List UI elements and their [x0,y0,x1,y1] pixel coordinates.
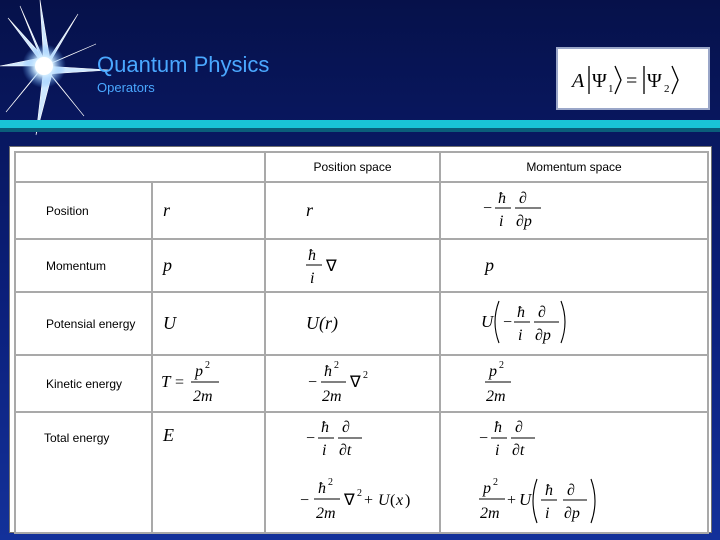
svg-text:): ) [405,492,411,509]
svg-text:p: p [195,363,203,380]
svg-text:x: x [396,492,404,509]
svg-text:T: T [161,372,171,391]
svg-text:2m: 2m [193,388,213,405]
header-empty-1 [15,152,152,182]
svg-text:p: p [483,480,491,497]
potential-position-space: U(r) [265,292,440,355]
slide-title: Quantum Physics [97,52,270,77]
header-empty-2 [152,152,265,182]
svg-text:∂p: ∂p [516,213,532,230]
row-label-momentum: Momentum [15,239,152,292]
table-row [15,292,708,355]
svg-text:ħ: ħ [517,304,525,321]
svg-text:∂: ∂ [519,190,527,207]
svg-text:+: + [507,492,517,509]
svg-text:∂t: ∂t [512,442,525,459]
svg-text:∇: ∇ [350,374,361,391]
table-row [15,182,708,239]
svg-text:i: i [310,270,315,287]
total-symbol: E [152,412,265,533]
kinetic-symbol [152,355,265,412]
svg-text:U: U [481,312,494,331]
svg-text:ħ: ħ [498,190,506,207]
svg-text:ħ: ħ [308,247,316,264]
divider-bar [0,120,720,128]
svg-text:ħ: ħ [318,480,326,497]
momentum-momentum-space: p [440,239,708,292]
svg-text:i: i [495,442,500,459]
kinetic-position-space [265,355,440,412]
operators-panel [9,146,712,533]
svg-text:(: ( [390,492,396,509]
svg-text:i: i [545,505,550,522]
operator-equation-box [556,47,710,110]
svg-text:−: − [306,430,316,447]
svg-text:p: p [489,363,497,380]
svg-text:2: 2 [334,360,339,371]
svg-text:−: − [483,200,493,217]
svg-text:2: 2 [363,370,368,381]
svg-text:∂: ∂ [567,482,575,499]
svg-text:=: = [175,374,185,391]
svg-text:ħ: ħ [324,363,332,380]
kinetic-momentum-space [440,355,708,412]
svg-text:ħ: ħ [321,419,329,436]
svg-text:∂: ∂ [538,304,546,321]
table-row [15,239,708,292]
svg-text:U: U [519,490,532,509]
svg-text:Ψ: Ψ [592,69,607,92]
svg-text:2: 2 [357,488,362,499]
svg-text:∂p: ∂p [564,505,580,522]
table-row [15,355,708,412]
svg-text:ħ: ħ [545,482,553,499]
svg-text:i: i [322,442,327,459]
table-header-row [15,152,708,182]
potential-symbol: U [152,292,265,355]
svg-text:−: − [300,492,310,509]
slide-subtitle: Operators [97,80,155,95]
svg-text:2: 2 [328,477,333,488]
divider-shadow [0,128,720,132]
svg-text:∂t: ∂t [339,442,352,459]
row-label-kinetic-energy: Kinetic energy [15,355,152,412]
svg-text:2m: 2m [486,388,506,405]
star-burst-logo [0,0,110,135]
row-label-potential-energy: Potensial energy [15,292,152,355]
svg-text:i: i [499,213,504,230]
svg-text:A: A [572,69,585,92]
svg-text:Ψ: Ψ [647,69,662,92]
table-row [15,412,708,533]
total-position-space [265,412,440,533]
svg-text:1: 1 [608,82,614,95]
operator-equation [568,57,698,101]
total-momentum-space [440,412,708,533]
position-position-space: r [265,182,440,239]
svg-text:2: 2 [205,360,210,371]
operators-table [14,151,709,534]
svg-text:ħ: ħ [494,419,502,436]
header-position-space: Position space [265,152,440,182]
position-momentum-space [440,182,708,239]
svg-text:2: 2 [664,82,670,95]
svg-text:∇: ∇ [344,492,355,509]
svg-text:∇: ∇ [326,258,337,275]
potential-momentum-space [440,292,708,355]
svg-text:−: − [479,430,489,447]
svg-text:−: − [308,374,318,391]
svg-text:2: 2 [499,360,504,371]
header-momentum-space: Momentum space [440,152,708,182]
row-label-position: Position [15,182,152,239]
row-label-total-energy: Total energy [15,412,152,533]
svg-text:=: = [626,69,638,92]
svg-text:2: 2 [493,477,498,488]
svg-text:i: i [518,327,523,344]
position-symbol: r [152,182,265,239]
svg-text:2m: 2m [480,505,500,522]
svg-text:∂: ∂ [515,419,523,436]
svg-text:−: − [503,314,513,331]
momentum-symbol: p [152,239,265,292]
svg-text:U: U [378,492,390,509]
svg-text:2m: 2m [316,505,336,522]
svg-text:∂p: ∂p [535,327,551,344]
svg-text:+: + [364,492,374,509]
momentum-position-space [265,239,440,292]
svg-text:∂: ∂ [342,419,350,436]
svg-text:2m: 2m [322,388,342,405]
